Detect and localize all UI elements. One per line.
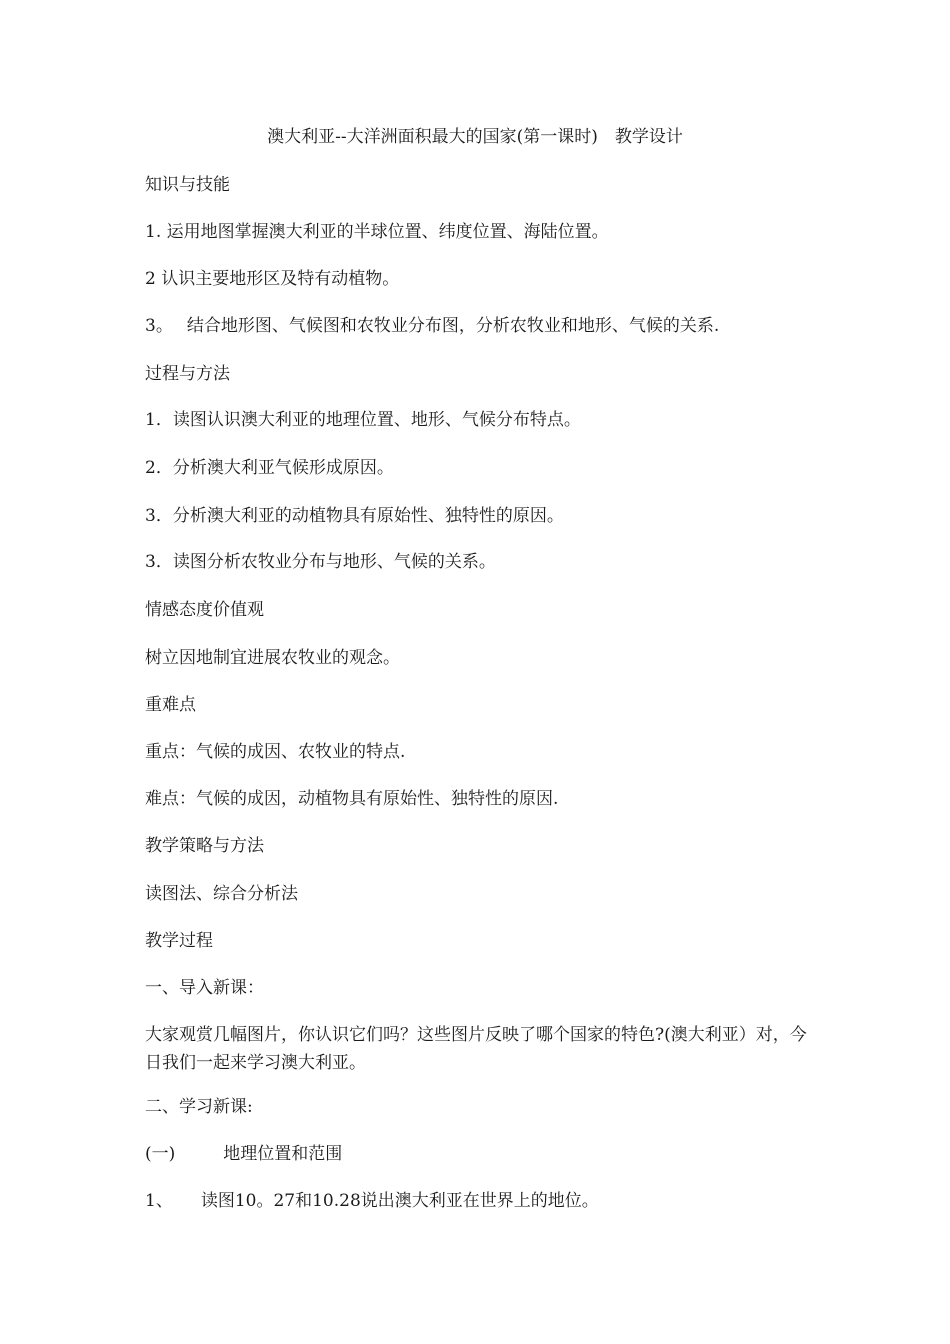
subsection-1-item-1 — [145, 1188, 805, 1214]
knowledge-item-3-text: 结合地形图、气候图和农牧业分布图，分析农牧业和地形、气候的关系. — [186, 316, 720, 336]
document-title: 澳大利亚--大洋洲面积最大的国家(第一课时) 教学设计 — [267, 127, 683, 147]
process-item-4: 3．读图分析农牧业分布与地形、气候的关系。 — [145, 552, 496, 572]
subsection-1-title: 地理位置和范围 — [223, 1144, 343, 1164]
process-item-3: 3．分析澳大利亚的动植物具有原始性、独特性的原因。 — [145, 506, 564, 526]
knowledge-item-2: 2 认识主要地形区及特有动植物。 — [145, 269, 400, 289]
process-item-1: 1．读图认识澳大利亚的地理位置、地形、气候分布特点。 — [145, 410, 581, 430]
step-2-heading: 二、学习新课: — [145, 1097, 253, 1117]
subsection-1-item-1-text: 读图10。27和10.28说出澳大利亚在世界上的地位。 — [200, 1191, 599, 1211]
subsection-1 — [145, 1141, 805, 1167]
strategy-item-1: 读图法、综合分析法 — [145, 884, 298, 904]
heading-key-points: 重难点 — [145, 695, 196, 715]
emotion-item-1: 树立因地制宜进展农牧业的观念。 — [145, 648, 400, 668]
knowledge-item-3 — [145, 313, 805, 339]
step-1-paragraph: 大家观赏几幅图片，你认识它们吗？这些图片反映了哪个国家的特色?(澳大利亚）对，今日我们一起来学习澳大利亚。 — [145, 1025, 807, 1073]
key-point: 重点：气候的成因、农牧业的特点. — [145, 742, 406, 762]
knowledge-item-3-number: 3。 — [145, 316, 173, 336]
subsection-1-item-1-number: 1、 — [145, 1191, 173, 1211]
difficult-point: 难点：气候的成因，动植物具有原始性、独特性的原因. — [145, 789, 559, 809]
heading-process-methods: 过程与方法 — [145, 364, 230, 384]
heading-strategy: 教学策略与方法 — [145, 836, 264, 856]
process-item-2: 2．分析澳大利亚气候形成原因。 — [145, 458, 394, 478]
heading-teaching-process: 教学过程 — [145, 931, 213, 951]
heading-knowledge-skills: 知识与技能 — [145, 175, 230, 195]
subsection-1-number: (一) — [145, 1144, 176, 1164]
knowledge-item-1: 1. 运用地图掌握澳大利亚的半球位置、纬度位置、海陆位置。 — [145, 222, 609, 242]
step-1-heading: 一、导入新课： — [145, 978, 264, 998]
heading-emotion-values: 情感态度价值观 — [145, 600, 264, 620]
